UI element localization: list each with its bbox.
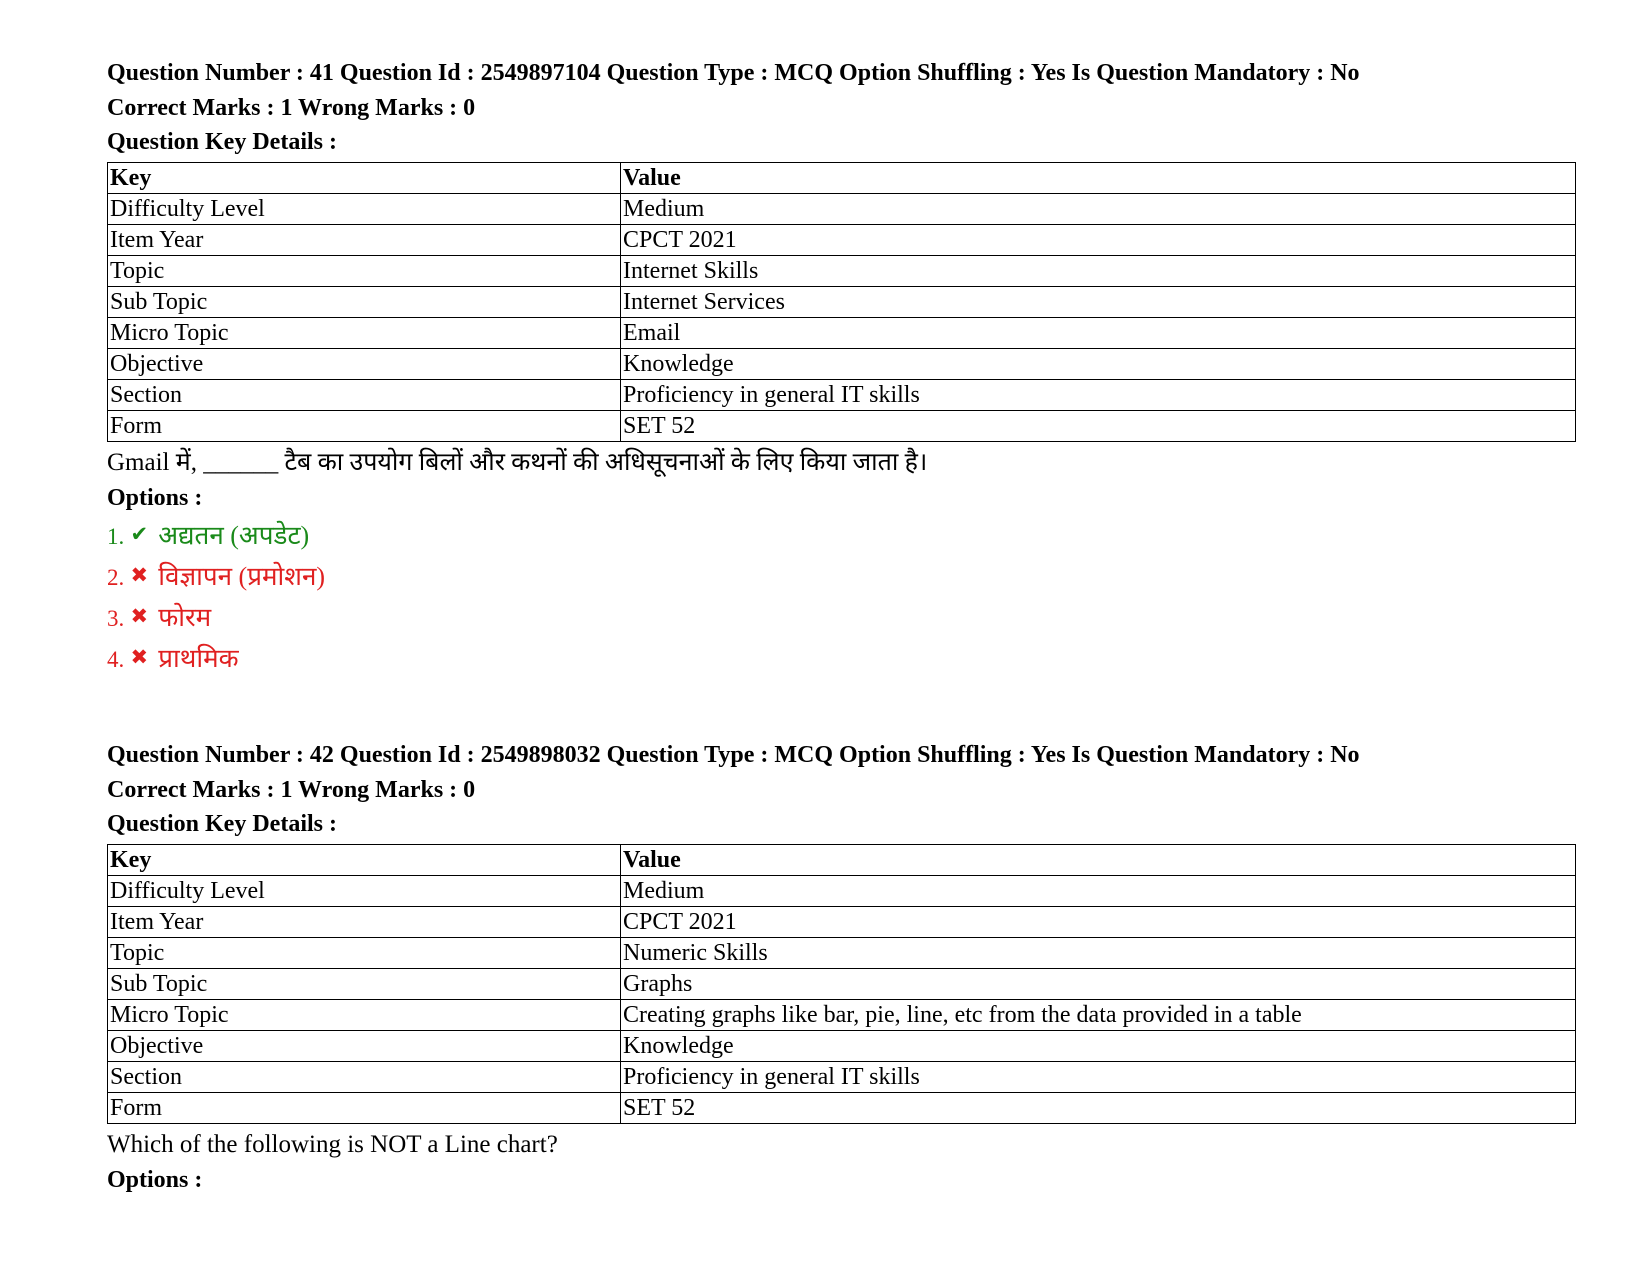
option-text: फोरम bbox=[158, 602, 212, 632]
table-row bbox=[108, 317, 1576, 348]
table-row bbox=[108, 968, 1576, 999]
table-header-value: Value bbox=[621, 844, 1576, 875]
option-number: 2. bbox=[107, 564, 125, 590]
row-key: Sub Topic bbox=[108, 968, 621, 999]
row-key: Section bbox=[108, 1061, 621, 1092]
table-row bbox=[108, 1061, 1576, 1092]
table-row bbox=[108, 410, 1576, 441]
table-header-key: Key bbox=[108, 162, 621, 193]
row-value: Internet Skills bbox=[621, 255, 1576, 286]
row-key: Objective bbox=[108, 1030, 621, 1061]
table-row bbox=[108, 937, 1576, 968]
marks-line: Correct Marks : 1 Wrong Marks : 0 bbox=[107, 94, 476, 121]
key-details-label: Question Key Details : bbox=[107, 811, 337, 837]
row-value: Proficiency in general IT skills bbox=[621, 379, 1576, 410]
row-key: Difficulty Level bbox=[108, 875, 621, 906]
row-value: Graphs bbox=[621, 968, 1576, 999]
key-details-table bbox=[107, 844, 1576, 1124]
row-value: Numeric Skills bbox=[621, 937, 1576, 968]
row-value: SET 52 bbox=[621, 1092, 1576, 1123]
table-header-row bbox=[108, 162, 1576, 193]
question-41 bbox=[107, 56, 1577, 679]
option-number: 1. bbox=[107, 523, 125, 549]
question-42 bbox=[107, 738, 1577, 1197]
row-value: Creating graphs like bar, pie, line, etc from the data provided in a table bbox=[621, 999, 1576, 1030]
row-key: Objective bbox=[108, 348, 621, 379]
table-header-row bbox=[108, 844, 1576, 875]
row-value: Medium bbox=[621, 193, 1576, 224]
row-value: Internet Services bbox=[621, 286, 1576, 317]
question-header: Question Number : 42 Question Id : 2549898032 Question Type : MCQ Option Shuffling : Yes Is Question Mandatory : No bbox=[107, 742, 1360, 768]
row-value: SET 52 bbox=[621, 410, 1576, 441]
option-1 bbox=[107, 515, 1577, 556]
table-row bbox=[108, 224, 1576, 255]
cross-icon: ✖ bbox=[130, 562, 149, 587]
row-key: Difficulty Level bbox=[108, 193, 621, 224]
row-key: Topic bbox=[108, 255, 621, 286]
option-text: विज्ञापन (प्रमोशन) bbox=[158, 561, 326, 591]
option-text: अद्यतन (अपडेट) bbox=[158, 520, 310, 550]
question-text: Which of the following is NOT a Line chart? bbox=[107, 1130, 558, 1158]
row-value: Proficiency in general IT skills bbox=[621, 1061, 1576, 1092]
option-number: 4. bbox=[107, 646, 125, 672]
row-key: Micro Topic bbox=[108, 999, 621, 1030]
row-key: Form bbox=[108, 410, 621, 441]
row-key: Form bbox=[108, 1092, 621, 1123]
option-text: प्राथमिक bbox=[158, 643, 239, 673]
row-value: CPCT 2021 bbox=[621, 906, 1576, 937]
row-value: Knowledge bbox=[621, 1030, 1576, 1061]
row-key: Micro Topic bbox=[108, 317, 621, 348]
table-row bbox=[108, 379, 1576, 410]
row-key: Item Year bbox=[108, 224, 621, 255]
question-text: Gmail में, ______ टैब का उपयोग बिलों और कथनों की अधिसूचनाओं के लिए किया जाता है। bbox=[107, 448, 928, 476]
option-3 bbox=[107, 597, 1577, 638]
options-label: Options : bbox=[107, 484, 203, 511]
row-value: Knowledge bbox=[621, 348, 1576, 379]
row-value: CPCT 2021 bbox=[621, 224, 1576, 255]
row-key: Section bbox=[108, 379, 621, 410]
key-details-table bbox=[107, 162, 1576, 442]
key-details-label: Question Key Details : bbox=[107, 129, 337, 155]
table-row bbox=[108, 875, 1576, 906]
table-row bbox=[108, 1092, 1576, 1123]
table-row bbox=[108, 193, 1576, 224]
table-row bbox=[108, 906, 1576, 937]
option-2 bbox=[107, 556, 1577, 597]
row-key: Sub Topic bbox=[108, 286, 621, 317]
options-label: Options : bbox=[107, 1166, 203, 1193]
table-row bbox=[108, 286, 1576, 317]
question-header: Question Number : 41 Question Id : 2549897104 Question Type : MCQ Option Shuffling : Yes Is Question Mandatory : No bbox=[107, 60, 1360, 86]
table-row bbox=[108, 255, 1576, 286]
row-value: Email bbox=[621, 317, 1576, 348]
option-number: 3. bbox=[107, 605, 125, 631]
option-4 bbox=[107, 638, 1577, 679]
row-key: Topic bbox=[108, 937, 621, 968]
row-value: Medium bbox=[621, 875, 1576, 906]
table-row bbox=[108, 1030, 1576, 1061]
marks-line: Correct Marks : 1 Wrong Marks : 0 bbox=[107, 776, 476, 803]
table-row bbox=[108, 999, 1576, 1030]
check-icon: ✔ bbox=[130, 521, 149, 546]
cross-icon: ✖ bbox=[130, 603, 149, 628]
table-header-value: Value bbox=[621, 162, 1576, 193]
table-row bbox=[108, 348, 1576, 379]
row-key: Item Year bbox=[108, 906, 621, 937]
cross-icon: ✖ bbox=[130, 644, 149, 669]
table-header-key: Key bbox=[108, 844, 621, 875]
